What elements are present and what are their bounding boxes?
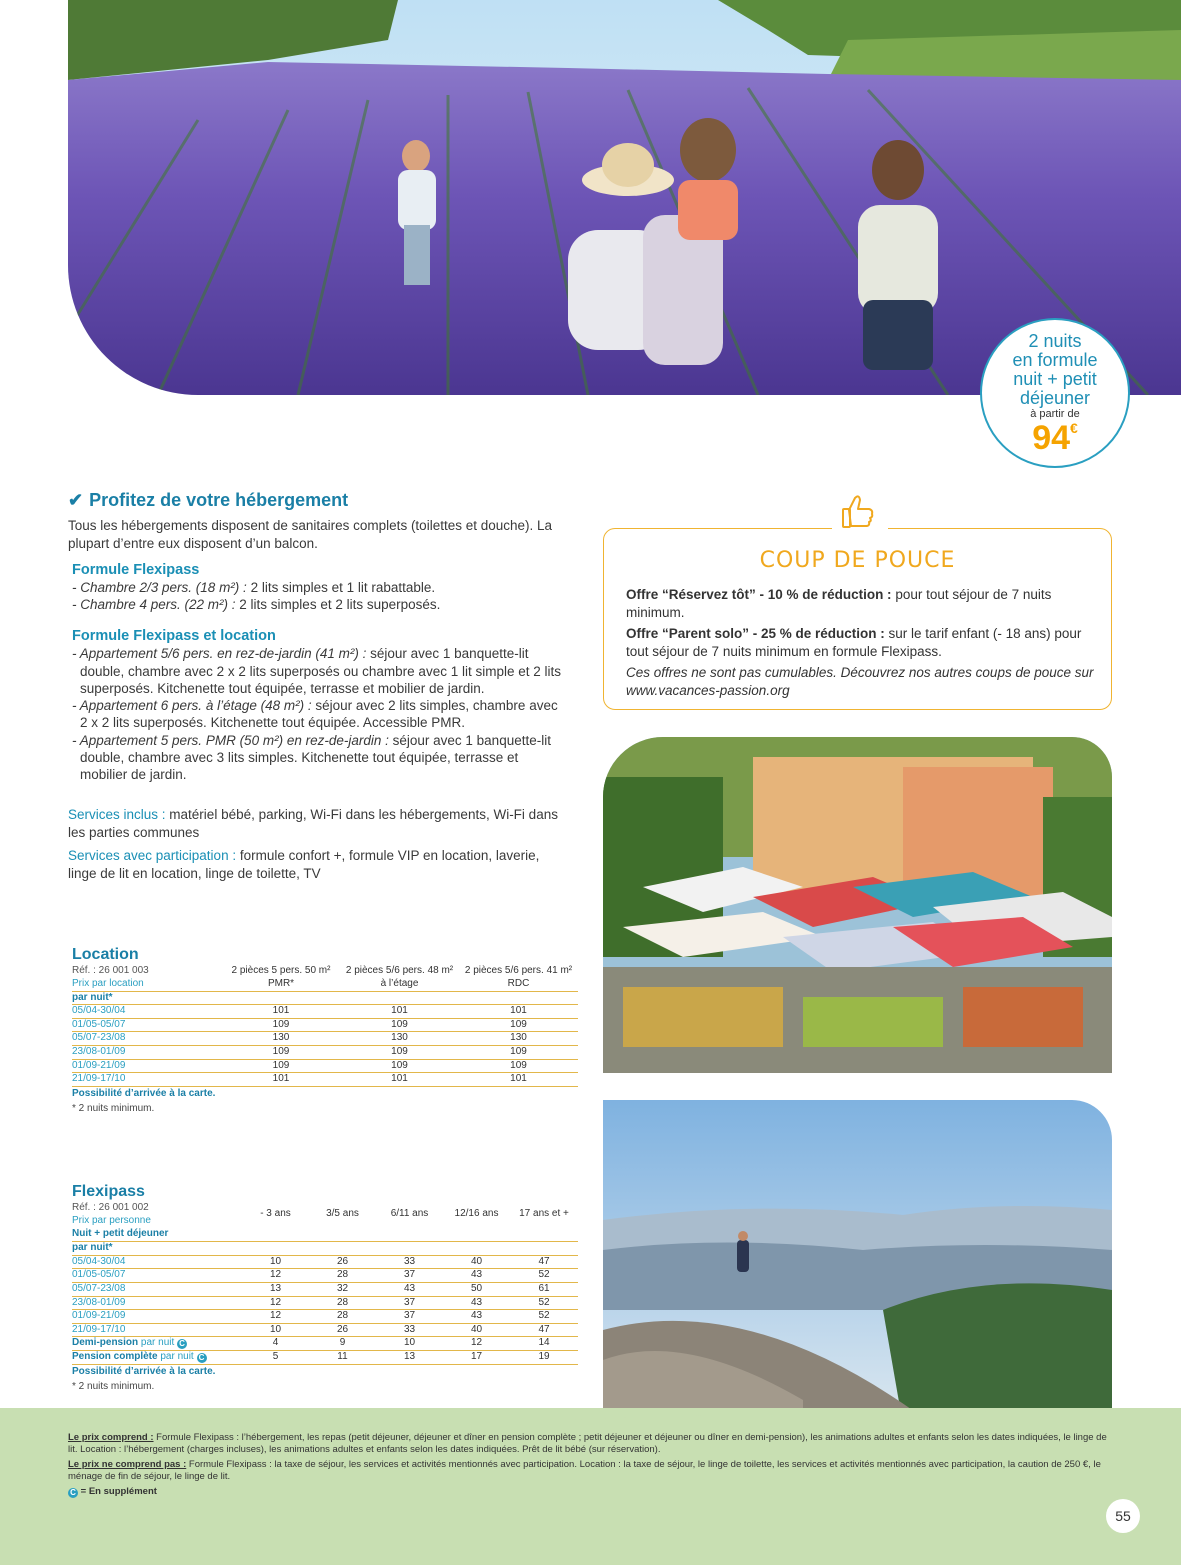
table-row: [72, 1310, 578, 1324]
date-range: 21/09-17/10: [72, 1073, 222, 1087]
price-cell: 19: [510, 1351, 578, 1365]
price-cell: 10: [242, 1255, 309, 1269]
market-photo: [603, 737, 1112, 1073]
price-cell: 109: [459, 1059, 578, 1073]
column-header: 3/5 ans: [326, 1208, 359, 1220]
supplement-icon: C: [68, 1488, 78, 1498]
per-night-label: par nuit*: [72, 991, 578, 1005]
minimum-nights-note: * 2 nuits minimum.: [72, 1102, 155, 1114]
price-cell: 14: [510, 1337, 578, 1351]
offer-single-parent-title: Offre “Parent solo” - 25 % de réduction :: [626, 626, 885, 641]
location-ref: Réf. : 26 001 003: [72, 964, 149, 976]
price-cell: 43: [443, 1269, 510, 1283]
services-paid: [68, 847, 568, 883]
column-subheader: RDC: [459, 978, 578, 992]
full-board-unit: par nuit: [157, 1351, 197, 1363]
room-label: - Chambre 2/3 pers. (18 m²) :: [72, 580, 247, 595]
price-excludes: [68, 1459, 1118, 1483]
price-cell: 109: [340, 1059, 459, 1073]
flexipass-ref: Réf. : 26 001 002: [72, 1201, 149, 1213]
price-cell: 5: [242, 1351, 309, 1365]
badge-line-1: 2 nuits: [1028, 331, 1082, 351]
price-cell: 26: [309, 1323, 376, 1337]
column-header: 2 pièces 5/6 pers. 48 m²: [345, 964, 454, 976]
full-board-label: [72, 1351, 242, 1365]
price-cell: 11: [309, 1351, 376, 1365]
price-cell: 101: [340, 1005, 459, 1019]
date-range: 05/04-30/04: [72, 1005, 222, 1019]
offer-single-parent-text: sur le tarif enfant (- 18 ans) pour tout séjour de 7 nuits minimum en formule Flexipass.: [626, 626, 1082, 659]
badge-line-2: en formule: [1012, 350, 1098, 370]
price-excludes-label: Le prix ne comprend pas :: [68, 1459, 187, 1470]
price-cell: 52: [510, 1269, 578, 1283]
supplement-legend: [68, 1486, 1118, 1498]
badge-amount: 94: [1032, 419, 1071, 457]
services: [68, 806, 568, 888]
per-night-label: par nuit*: [72, 1242, 578, 1256]
coup-de-pouce-body: [626, 586, 1096, 703]
price-cell: 109: [222, 1018, 340, 1032]
price-cell: 33: [376, 1255, 443, 1269]
offer-single-parent: [626, 625, 1096, 660]
apartment-item: [72, 645, 567, 697]
price-cell: 109: [340, 1046, 459, 1060]
date-range: 05/04-30/04: [72, 1255, 242, 1269]
price-cell: 28: [309, 1310, 376, 1324]
services-paid-text: formule confort +, formule VIP en location, laverie, linge de lit en location, linge de toilette, TV: [68, 848, 540, 881]
badge-line-3: nuit + petit: [1013, 369, 1097, 389]
price-cell: 17: [443, 1351, 510, 1365]
price-excludes-text: Formule Flexipass : la taxe de séjour, les services et activités mentionnés avec participation. Location : la taxe de séjour, le linge de toilette, les services et activités mentionnés avec participation, la caution de 250 €, le ménage de fin de séjour, le linge de lit.: [68, 1459, 1101, 1482]
table-row: [72, 1323, 578, 1337]
services-included-label: Services inclus :: [68, 807, 166, 822]
price-cell: 101: [459, 1005, 578, 1019]
minimum-nights-note: * 2 nuits minimum.: [72, 1380, 155, 1392]
date-range: 21/09-17/10: [72, 1323, 242, 1337]
table-row: [72, 1018, 578, 1032]
table-row: [72, 1032, 578, 1046]
table-row: [72, 1046, 578, 1060]
badge-currency: €: [1070, 420, 1078, 436]
date-range: 01/09-21/09: [72, 1310, 242, 1324]
room-item: [72, 579, 582, 596]
half-board-row: [72, 1337, 578, 1351]
price-cell: 13: [376, 1351, 443, 1365]
offers-note: Ces offres ne sont pas cumulables. Découvrez nos autres coups de pouce sur www.vacances-passion.org: [626, 665, 1094, 698]
room-text: 2 lits simples et 2 lits superposés.: [235, 597, 441, 612]
location-table-title: Location: [72, 946, 139, 963]
date-range: 05/07-23/08: [72, 1032, 222, 1046]
location-price-basis: Prix par location: [72, 978, 222, 992]
price-cell: 130: [222, 1032, 340, 1046]
table-row: [72, 1296, 578, 1310]
apartment-text: séjour avec 2 lits simples, chambre avec 2 x 2 lits superposés. Kitchenette tout équipée. Accessible PMR.: [80, 698, 558, 731]
price-badge: [980, 318, 1130, 468]
date-range: 05/07-23/08: [72, 1283, 242, 1297]
column-header: 12/16 ans: [454, 1208, 499, 1220]
price-cell: 101: [340, 1073, 459, 1087]
offer-early-booking-title: Offre “Réservez tôt” - 10 % de réduction :: [626, 587, 892, 602]
table-row: [72, 1269, 578, 1283]
price-cell: 43: [376, 1283, 443, 1297]
price-cell: 52: [510, 1296, 578, 1310]
price-cell: 109: [222, 1059, 340, 1073]
price-cell: 40: [443, 1323, 510, 1337]
table-row: [72, 1073, 578, 1087]
services-included: [68, 806, 568, 842]
section-title: [68, 490, 348, 511]
offer-early-booking-text: pour tout séjour de 7 nuits minimum.: [626, 587, 1052, 620]
price-cell: 109: [459, 1046, 578, 1060]
column-header: 17 ans et +: [519, 1208, 569, 1220]
badge-line-4: déjeuner: [1019, 388, 1091, 408]
price-conditions: [68, 1432, 1118, 1501]
page-number: 55: [1106, 1499, 1140, 1533]
location-formula: [72, 628, 567, 784]
full-board-row: [72, 1351, 578, 1365]
price-cell: 40: [443, 1255, 510, 1269]
price-cell: 109: [459, 1018, 578, 1032]
price-cell: 13: [242, 1283, 309, 1297]
price-cell: 26: [309, 1255, 376, 1269]
price-includes: [68, 1432, 1118, 1456]
price-cell: 109: [340, 1018, 459, 1032]
date-range: 01/09-21/09: [72, 1059, 222, 1073]
table-row: [72, 1255, 578, 1269]
full-board-name: Pension complète: [72, 1351, 158, 1363]
arrival-note: Possibilité d’arrivée à la carte.: [72, 1365, 216, 1377]
price-includes-label: Le prix comprend :: [68, 1432, 154, 1443]
price-cell: 32: [309, 1283, 376, 1297]
price-cell: 28: [309, 1296, 376, 1310]
apartment-item: [72, 697, 567, 732]
flexipass-price-basis: Prix par personne: [72, 1215, 151, 1227]
location-price-table: [72, 946, 578, 1114]
supplement-icon: C: [197, 1353, 207, 1363]
price-cell: 10: [242, 1323, 309, 1337]
date-range: 01/05-05/07: [72, 1269, 242, 1283]
date-range: 23/08-01/09: [72, 1296, 242, 1310]
price-cell: 37: [376, 1269, 443, 1283]
column-header: 2 pièces 5/6 pers. 41 m²: [464, 964, 573, 976]
date-range: 23/08-01/09: [72, 1046, 222, 1060]
price-cell: 28: [309, 1269, 376, 1283]
price-cell: 47: [510, 1323, 578, 1337]
price-cell: 10: [376, 1337, 443, 1351]
apartment-text: séjour avec 1 banquette-lit double, chambre avec 3 lits simples. Kitchenette tout équipée, terrasse et mobilier de jardin.: [80, 732, 551, 783]
intro-text: Tous les hébergements disposent de sanitaires complets (toilettes et douche). La plupart d’entre eux disposent d’un balcon.: [68, 518, 553, 551]
offer-early-booking: [626, 586, 1096, 621]
table-row: [72, 1059, 578, 1073]
services-paid-label: Services avec participation :: [68, 848, 237, 863]
price-cell: 101: [459, 1073, 578, 1087]
half-board-name: Demi-pension: [72, 1337, 139, 1349]
flexipass-formula-title: Formule Flexipass: [72, 562, 200, 578]
price-cell: 37: [376, 1296, 443, 1310]
badge-from: à partir de: [1030, 408, 1080, 420]
section-title-text: Profitez de votre hébergement: [89, 490, 349, 510]
price-cell: 101: [222, 1073, 340, 1087]
price-cell: 9: [309, 1337, 376, 1351]
flexipass-price-table: [72, 1183, 578, 1392]
supplement-legend-text: = En supplément: [78, 1486, 157, 1497]
price-cell: 43: [443, 1310, 510, 1324]
price-cell: 4: [242, 1337, 309, 1351]
price-cell: 109: [222, 1046, 340, 1060]
half-board-label: [72, 1337, 242, 1351]
half-board-unit: par nuit: [138, 1337, 178, 1349]
column-header: - 3 ans: [260, 1208, 291, 1220]
apartment-label: - Appartement 5 pers. PMR (50 m²) en rez-de-jardin :: [72, 732, 389, 748]
mountain-photo: [603, 1100, 1112, 1425]
price-cell: 130: [459, 1032, 578, 1046]
price-cell: 12: [242, 1296, 309, 1310]
room-text: 2 lits simples et 1 lit rabattable.: [246, 580, 436, 595]
price-cell: 47: [510, 1255, 578, 1269]
apartment-item: [72, 732, 567, 784]
date-range: 01/05-05/07: [72, 1018, 222, 1032]
arrival-note: Possibilité d’arrivée à la carte.: [72, 1087, 216, 1099]
price-cell: 12: [242, 1269, 309, 1283]
footer-band-curve: [0, 1400, 1181, 1430]
price-cell: 12: [242, 1310, 309, 1324]
column-header: 6/11 ans: [390, 1208, 429, 1220]
price-cell: 52: [510, 1310, 578, 1324]
table-row: [72, 1283, 578, 1297]
price-cell: 43: [443, 1296, 510, 1310]
thumbs-up-icon: [835, 490, 881, 536]
flexipass-table-title: Flexipass: [72, 1183, 145, 1200]
price-cell: 130: [340, 1032, 459, 1046]
services-included-text: matériel bébé, parking, Wi-Fi dans les hébergements, Wi-Fi dans les parties communes: [68, 807, 558, 840]
flexipass-formula: [72, 562, 582, 613]
apartment-text: séjour avec 1 banquette-lit double, chambre avec 2 x 2 lits superposés ou chambre avec 1 lit simple et 2 lits superposés. Kitchenette tout équipée, terrasse et mobilier de jardin.: [80, 646, 561, 696]
room-item: [72, 596, 582, 613]
price-cell: 33: [376, 1323, 443, 1337]
price-cell: 50: [443, 1283, 510, 1297]
price-includes-text: Formule Flexipass : l’hébergement, les repas (petit déjeuner, déjeuner et dîner en pension complète ; petit déjeuner et déjeuner ou dîner en demi-pension), les animations adultes et enfants selon les dates indiquées, le linge de lit. Location : l’hébergement (charges incluses), les animations adultes et enfants selon les dates indiquées. Prêt de lit bébé (sur réservation).: [68, 1432, 1107, 1455]
apartment-label: - Appartement 5/6 pers. en rez-de-jardin (41 m²) :: [72, 646, 367, 662]
supplement-icon: C: [177, 1339, 187, 1349]
formula-label: Nuit + petit déjeuner: [72, 1228, 578, 1242]
coup-de-pouce-title: COUP DE POUCE: [759, 548, 956, 573]
column-header: 2 pièces 5 pers. 50 m²: [231, 964, 331, 976]
column-subheader: PMR*: [222, 978, 340, 992]
price-cell: 101: [222, 1005, 340, 1019]
checkmark-icon: ✔: [68, 490, 84, 510]
price-cell: 61: [510, 1283, 578, 1297]
price-cell: 12: [443, 1337, 510, 1351]
price-cell: 37: [376, 1310, 443, 1324]
table-row: [72, 1005, 578, 1019]
location-formula-title: Formule Flexipass et location: [72, 628, 276, 644]
room-label: - Chambre 4 pers. (22 m²) :: [72, 597, 236, 612]
apartment-label: - Appartement 6 pers. à l’étage (48 m²) :: [72, 698, 312, 714]
column-subheader: à l’étage: [340, 978, 459, 992]
